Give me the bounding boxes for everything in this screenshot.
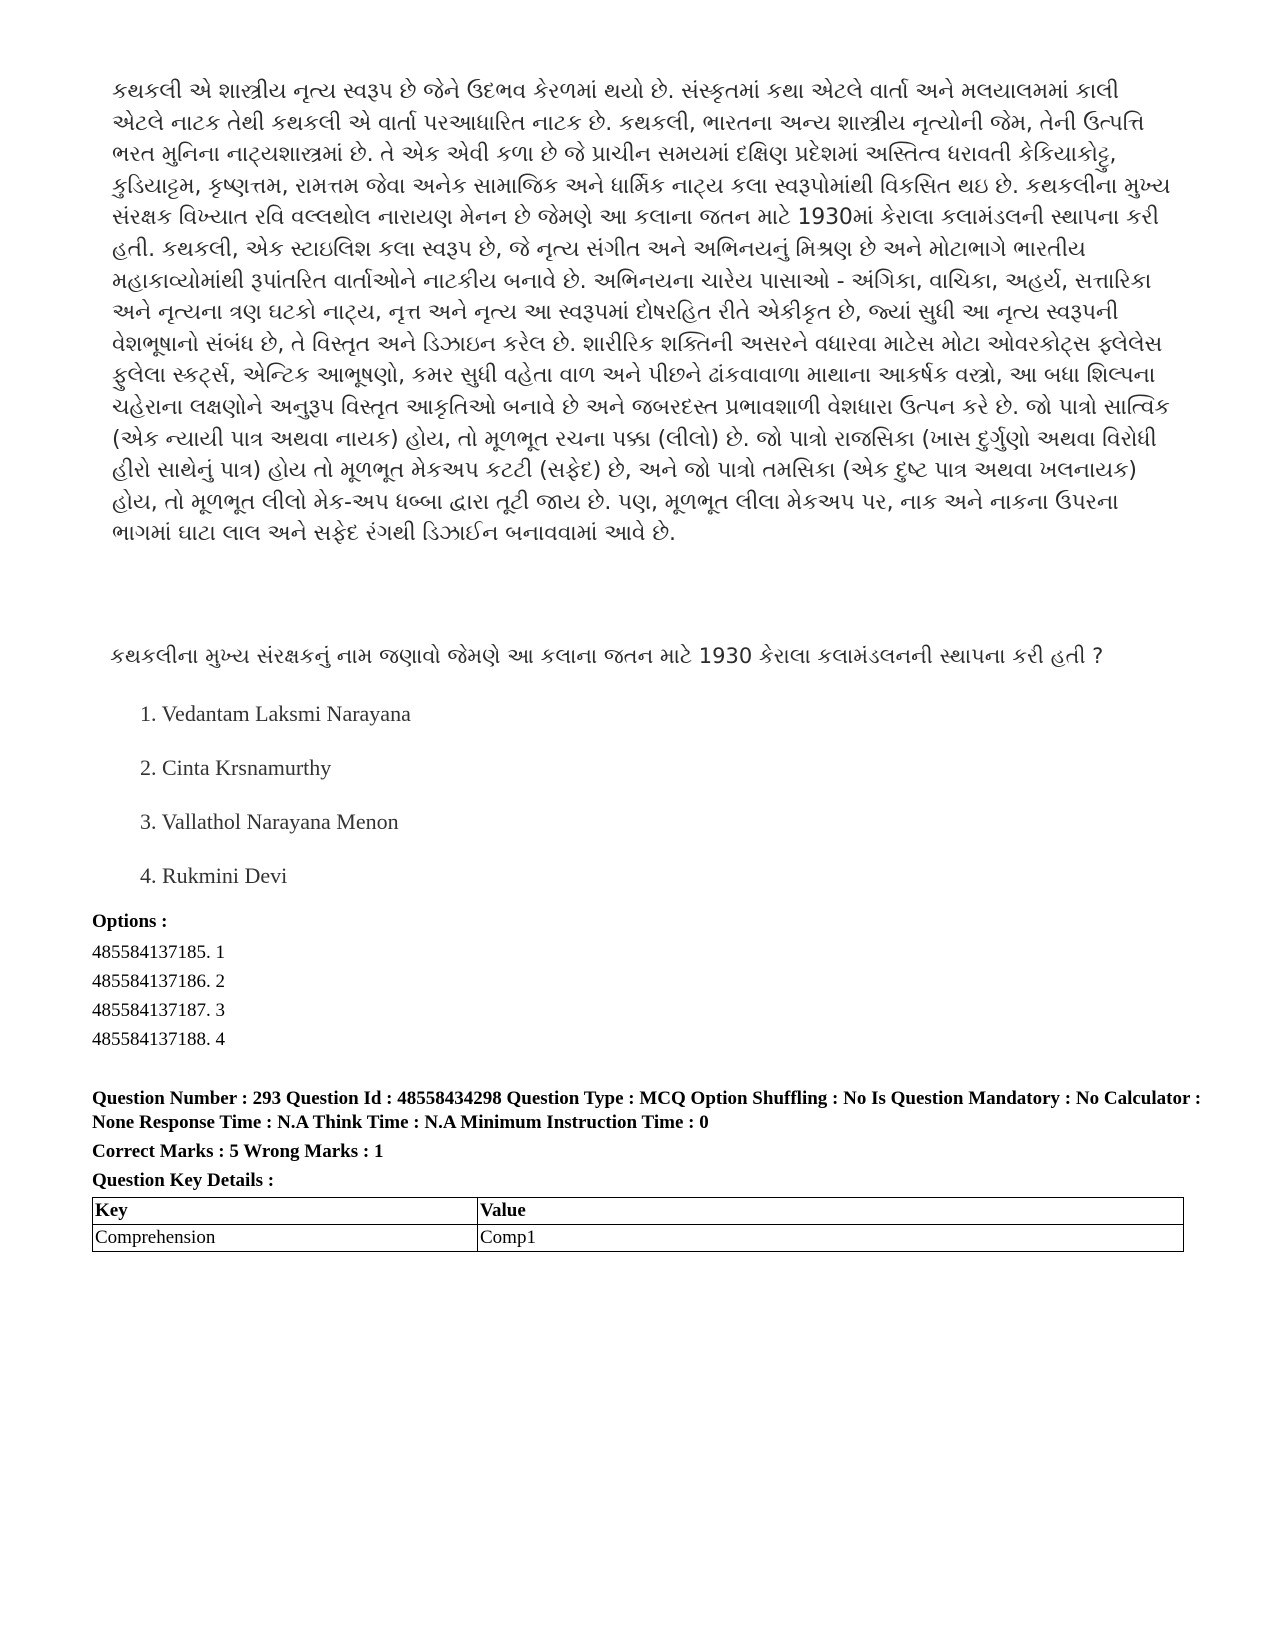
question-text: કથકલીના મુખ્ય સંરક્ષકનું નામ જણાવો જેમણે આ કલાના જતન માટે 1930 કેરાલા કલામંડલનની સ્થાપના કરી હતી ? [110,644,1104,668]
table-header-value: Value [478,1198,1184,1225]
table-header-row [93,1198,1184,1225]
option-item: 485584137186. 2 [92,971,225,992]
marks-info: Correct Marks : 5 Wrong Marks : 1 [92,1141,384,1162]
answer-choice: 3. Vallathol Narayana Menon [140,809,399,834]
passage-text: કથકલી એ શાસ્ત્રીય નૃત્ય સ્વરૂપ છે જેને ઉદભવ કેરળમાં થયો છે. સંસ્કૃતમાં કથા એટલે વાર્તા અને મલયાલમમાં કાલી એટલે નાટક તેથી કથકલી એ વાર્તા પરઆધારિત નાટક છે. કથકલી, ભારતના અન્ય શાસ્ત્રીય નૃત્યોની જેમ, તેની ઉત્પત્તિ ભરત મુનિના નાટ્યશાસ્ત્રમાં છે. તે એક એવી કળા છે જે પ્રાચીન સમયમાં દક્ષિણ પ્રદેશમાં અસ્તિત્વ ધરાવતી કેકિયાકોટ્ટુ, કુડિયાટ્ટમ, કૃષ્ણત્તમ, રામત્તમ જેવા અનેક સામાજિક અને ધાર્મિક નાટ્ય કલા સ્વરૂપોમાંથી વિકસિત થઇ છે. કથકલીના મુખ્ય સંરક્ષક વિખ્યાત રવિ વલ્લથોલ નારાયણ મેનન છે જેમણે આ કલાના જતન માટે 1930માં કેરાલા કલામંડલની સ્થાપના કરી હતી. કથકલી, એક સ્ટાઇલિશ કલા સ્વરૂપ છે, જે નૃત્ય સંગીત અને અભિનયનું મિશ્રણ છે અને મોટાભાગે ભારતીય મહાકાવ્યોમાંથી રૂપાંતરિત વાર્તાઓને નાટકીય બનાવે છે. અભિનયના ચારેય પાસાઓ - અંગિકા, વાચિકા, અહર્ય, સત્તારિકા અને નૃત્યના ત્રણ ઘટકો નાટ્ય, નૃત્ત અને નૃત્ય આ સ્વરૂપમાં દોષરહિત રીતે એકીકૃત છે, જ્યાં સુધી આ નૃત્ય સ્વરૂપની વેશભૂષાનો સંબંધ છે, તે વિસ્તૃત અને ડિઝાઇન કરેલ છે. શારીરિક શક્તિની અસરને વધારવા માટેસ મોટા ઓવરકોટ્સ ફ્લેલેસ ફુલેલા સ્કર્ટ્સ, એન્ટિક આભૂષણો, કમર સુધી વહેતા વાળ અને પીછને ઢાંકવાવાળા માથાના આકર્ષક વસ્ત્રો, આ બધા શિલ્પના ચહેરાના લક્ષણોને અનુરૂપ વિસ્તૃત આકૃતિઓ બનાવે છે અને જબરદસ્ત પ્રભાવશાળી વેશધારા ઉત્પન કરે છે. જો પાત્રો સાત્વિક (એક ન્યાયી પાત્ર અથવા નાયક) હોય, તો મૂળભૂત રચના પક્કા (લીલો) છે. જો પાત્રો રાજસિકા (ખાસ દુર્ગુણો અથવા વિરોધી હીરો સાથેનું પાત્ર) હોય તો મૂળભૂત મેકઅપ કટટી (સફેદ) છે, અને જો પાત્રો તમસિકા (એક દુષ્ટ પાત્ર અથવા ખલનાયક) હોય, તો મૂળભૂત લીલો મેક-અપ ધબ્બા દ્વારા તૂટી જાય છે. પણ, મૂળભૂત લીલા મેકઅપ પર, નાક અને નાકના ઉપરના ભાગમાં ઘાટા લાલ અને સફેદ રંગથી ડિઝાઈન બનાવવામાં આવે છે. [112,79,1171,547]
answer-choice: 2. Cinta Krsnamurthy [140,755,332,780]
option-item: 485584137185. 1 [92,942,225,963]
table-header-key: Key [93,1198,478,1225]
answer-choice: 1. Vedantam Laksmi Narayana [140,701,411,726]
options-heading: Options : [92,911,168,932]
options-list [92,938,225,1054]
key-details-heading: Question Key Details : [92,1170,275,1191]
table-cell-value: Comp1 [478,1225,1184,1252]
option-item: 485584137188. 4 [92,1029,225,1050]
table-row [93,1225,1184,1252]
question-metadata: Question Number : 293 Question Id : 48558434298 Question Type : MCQ Option Shuffling : No Is Question Mandatory : No Calculator : None Response Time : N.A Think Time : N.A Minimum Instruction Time : 0 [92,1088,1202,1133]
key-details-table [92,1197,1184,1252]
answer-choices [140,700,411,916]
answer-choice: 4. Rukmini Devi [140,863,288,888]
option-item: 485584137187. 3 [92,1000,225,1021]
table-cell-key: Comprehension [93,1225,478,1252]
